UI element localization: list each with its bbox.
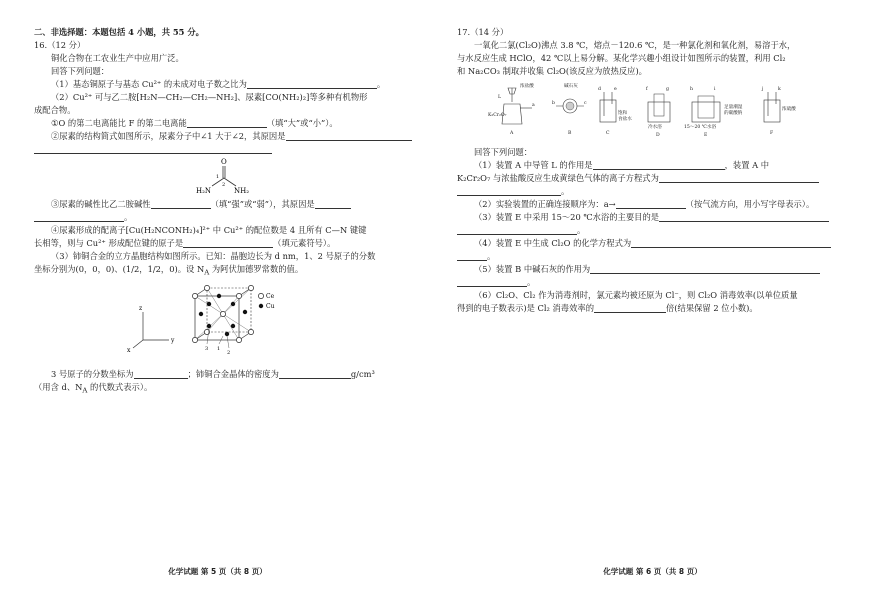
answer-blank[interactable] xyxy=(187,118,267,128)
label-f: F xyxy=(770,131,774,136)
page-footer: 化学试题 第 5 页（共 8 页） xyxy=(168,567,267,576)
atom-3-label: 3 xyxy=(205,345,209,352)
answer-blank[interactable] xyxy=(457,186,561,196)
density-unit: g/cm³ xyxy=(350,368,375,379)
apparatus-f xyxy=(761,86,796,136)
left-column xyxy=(34,26,412,397)
q17-part3-end: 。 xyxy=(457,224,849,237)
label-na2co3: 足量潮湿 xyxy=(724,105,743,110)
page-footer: 化学试题 第 6 页（共 8 页） xyxy=(603,567,702,576)
q16-part2-line2: 成配合物。 xyxy=(34,105,76,115)
axis-y-label: y xyxy=(171,336,175,344)
q17-part4-end: 。 xyxy=(457,250,849,263)
label-brine: 饱和 xyxy=(618,111,628,116)
label-na2co3-2: 的碳酸钠 xyxy=(724,111,743,116)
port-g: g xyxy=(666,87,669,92)
answer-blank[interactable] xyxy=(590,264,820,274)
q17-intro-line3: 和 Na₂CO₃ 制取并收集 Cl₂O(该反应为放热反应)。 xyxy=(457,66,647,76)
q16-part2-sub3-hint: （填“强”或“弱”），其原因是 xyxy=(210,199,315,209)
q17-part1-cont-text: K₂Cr₂O₇ 与浓盐酸反应生成黄绿色气体的离子方程式为 xyxy=(457,173,659,183)
q17-part2 xyxy=(457,198,849,211)
answer-blank[interactable] xyxy=(631,238,831,248)
port-c: c xyxy=(584,101,587,106)
answer-prompt: 回答下列问题： xyxy=(51,66,110,76)
q16-part3-note-end: 的代数式表示）。 xyxy=(87,381,153,392)
port-d: d xyxy=(598,87,601,92)
q16-part3-line2-end: 为阿伏加德罗常数的值。 xyxy=(209,264,304,274)
q16-part3-note xyxy=(34,381,412,398)
q16-part3-answer xyxy=(34,368,412,381)
q16-part2-sub4: ④尿素形成的配离子[Cu(H₂NCONH₂)₄]²⁺ 中 Cu²⁺ 的配位数是 4 且所有 C—N 键键 xyxy=(51,225,367,235)
answer-prompt: 回答下列问题： xyxy=(474,147,533,157)
page-6 xyxy=(435,0,870,603)
port-h: h xyxy=(690,87,693,92)
answer-blank[interactable] xyxy=(279,369,351,379)
port-e: e xyxy=(614,87,617,92)
q17-part4 xyxy=(457,237,849,250)
right-column xyxy=(457,26,849,315)
q17-part3-text: （3）装置 E 中采用 15～20 ℃水浴的主要目的是 xyxy=(474,212,660,222)
answer-blank[interactable] xyxy=(34,212,124,222)
label-h2so4: 浓硫酸 xyxy=(782,107,796,112)
q17-part5-end: 。 xyxy=(457,276,849,289)
answer-blank[interactable] xyxy=(183,238,273,248)
q17-part5-text: （5）装置 B 中碱石灰的作用为 xyxy=(474,264,591,274)
answer-blank[interactable] xyxy=(616,199,686,209)
q16-part2-sub4-hint: （填元素符号）。 xyxy=(273,238,336,248)
q16-part1-text: （1）基态铜原子与基态 Cu²⁺ 的未成对电子数之比为 xyxy=(51,79,247,89)
q17-part1 xyxy=(457,159,849,172)
q16-part2-sub1-text: ①O 的第二电离能比 F 的第二电离能 xyxy=(51,118,187,128)
q16-heading: 16.（12 分） xyxy=(34,40,86,50)
label-k2cr2o7: K₂Cr₂O₇ xyxy=(488,113,507,118)
label-c: C xyxy=(606,131,610,136)
urea-structure-figure xyxy=(188,156,258,196)
answer-blank[interactable] xyxy=(151,199,211,209)
apparatus-e xyxy=(684,86,743,138)
label-brine-2: 食盐水 xyxy=(618,117,632,122)
q16-part2-sub2-text: ②尿素的结构简式如图所示，尿素分子中∠1 大于∠2，其原因是 xyxy=(51,131,286,141)
section-title: 二、非选择题：本题包括 4 小题，共 55 分。 xyxy=(34,27,204,37)
q16-part2-sub1 xyxy=(34,117,412,130)
q17-part1-cont xyxy=(457,172,849,185)
answer-blank[interactable] xyxy=(286,131,412,141)
q17-part6-cont-text: 得到的电子数表示)是 Cl₂ 消毒效率的 xyxy=(457,303,594,313)
q16-part2-sub3 xyxy=(34,198,412,211)
legend-ce-label: Ce xyxy=(266,292,275,300)
q16-part2-sub1-hint: （填“大”或“小”）。 xyxy=(266,118,338,128)
q16-part2-sub3-text: ③尿素的碱性比乙二胺碱性 xyxy=(51,199,151,209)
axis-x-label: x xyxy=(127,346,131,354)
q16-part1: （1）基态铜原子与基态 Cu²⁺ 的未成对电子数之比为 。 xyxy=(51,79,386,89)
avogadro-subscript: A xyxy=(82,386,88,395)
atom-1-label: 1 xyxy=(217,345,221,352)
legend-cu-marker xyxy=(259,303,263,307)
q17-part6-cont-hint: 倍(结果保留 2 位小数)。 xyxy=(666,303,758,313)
q16-part2-line1: （2）Cu²⁺ 可与乙二胺[H₂N—CH₂—CH₂—NH₂]、尿素[CO(NH₂)₂]等多种有机物形 xyxy=(51,92,368,102)
q16-part3-answer-text2: ；铈铜合金晶体的密度为 xyxy=(187,368,279,379)
answer-blank[interactable] xyxy=(134,369,188,379)
label-soda-lime: 碱石灰 xyxy=(564,84,578,89)
q17-heading: 17.（14 分） xyxy=(457,27,509,37)
urea-cn-bond xyxy=(224,178,236,186)
apparatus-d xyxy=(646,86,670,138)
q16-intro: 铜化合物在工农业生产中应用广泛。 xyxy=(51,53,184,63)
avogadro-subscript: A xyxy=(204,268,210,277)
q17-part4-text: （4）装置 E 中生成 Cl₂O 的化学方程式为 xyxy=(474,238,632,248)
q17-intro-line2: 与水反应生成 HClO，42 ℃以上易分解。某化学兴趣小组设计如图所示的装置，利用 Cl₂ xyxy=(457,53,786,63)
label-tube-l: L xyxy=(498,95,502,100)
q17-part1-text2: ，装置 A 中 xyxy=(724,160,770,170)
atom-2-label: 2 xyxy=(227,349,231,356)
port-i: i xyxy=(714,87,716,92)
q17-intro-line1: 一氧化二氯(Cl₂O)沸点 3.8 ℃，熔点－120.6 ℃，是一种氯化剂和氧化剂，易溶于水， xyxy=(474,40,796,50)
legend-ce-marker xyxy=(258,293,263,298)
q16-part2-sub4-cont xyxy=(34,237,412,250)
answer-blank[interactable] xyxy=(659,173,819,183)
port-a: a xyxy=(532,103,535,108)
apparatus-figure xyxy=(488,80,818,144)
q17-part6-cont xyxy=(457,302,849,315)
answer-blank[interactable] xyxy=(315,199,351,209)
leader-line xyxy=(227,336,229,348)
legend-cu-label: Cu xyxy=(266,302,275,310)
crystal-cell-figure xyxy=(123,282,323,362)
answer-blank[interactable] xyxy=(594,303,666,313)
port-j: j xyxy=(762,87,764,92)
q17-part6: （6）Cl₂O、Cl₂ 作为消毒剂时，氯元素均被还原为 Cl⁻，则 Cl₂O 消毒效率(以单位质量 xyxy=(474,290,798,300)
apparatus-a xyxy=(488,82,535,136)
label-d: D xyxy=(656,133,660,138)
urea-amine-left-label: H₂N xyxy=(196,187,212,195)
answer-blank[interactable] xyxy=(659,212,829,222)
apparatus-c xyxy=(598,86,632,136)
label-e: E xyxy=(704,133,708,138)
label-cold-water: 冷水浴 xyxy=(648,125,662,130)
answer-blank[interactable] xyxy=(457,251,487,261)
port-f: f xyxy=(646,87,648,92)
answer-blank[interactable] xyxy=(247,79,377,89)
q17-part5 xyxy=(457,263,849,276)
q16-part3-line2-text: 坐标分别为(0，0，0)、(1/2，1/2，0)。设 N xyxy=(34,264,205,274)
q17-part3 xyxy=(457,211,849,224)
urea-angle-1-label: 1 xyxy=(216,174,220,180)
label-b: B xyxy=(568,131,572,136)
q16-part3-note-text: （用含 d、N xyxy=(34,381,83,392)
q16-part3-answer-text: 3 号原子的分数坐标为 xyxy=(51,368,134,379)
urea-amine-right-label: NH₂ xyxy=(234,187,250,195)
q17-part1-end: 。 xyxy=(457,185,849,198)
q16-part3-line2 xyxy=(34,263,412,280)
answer-blank[interactable] xyxy=(593,160,725,170)
q16-part2-sub2 xyxy=(34,130,412,143)
label-conc-hcl: 浓盐酸 xyxy=(520,84,534,89)
q17-part2-text: （2）实验装置的正确连接顺序为：a→ xyxy=(474,199,616,209)
urea-angle-2-label: 2 xyxy=(222,182,226,188)
answer-blank[interactable] xyxy=(457,277,527,287)
q16-part3-line1: （3）铈铜合金的立方晶胞结构如图所示。已知：晶胞边长为 d nm，1、2 号原子的分数 xyxy=(51,251,376,261)
urea-oxygen-label: O xyxy=(221,158,227,166)
port-k: k xyxy=(778,87,781,92)
answer-blank[interactable] xyxy=(457,225,577,235)
axis-x xyxy=(133,340,143,348)
label-water-bath: 15～20 ℃水浴 xyxy=(684,125,717,130)
label-a: A xyxy=(510,131,514,136)
q17-part1-text: （1）装置 A 中导管 L 的作用是 xyxy=(474,160,593,170)
axis-z-label: z xyxy=(139,304,143,312)
q17-part2-hint: （按气流方向，用小写字母表示）。 xyxy=(685,199,815,209)
apparatus-b xyxy=(552,82,587,136)
answer-line[interactable] xyxy=(34,143,272,154)
port-b: b xyxy=(552,101,555,106)
q16-part2-sub4-text: 长相等，则与 Cu²⁺ 形成配位键的原子是 xyxy=(34,238,184,248)
q16-part2-sub3-cont: 。 xyxy=(34,211,412,224)
